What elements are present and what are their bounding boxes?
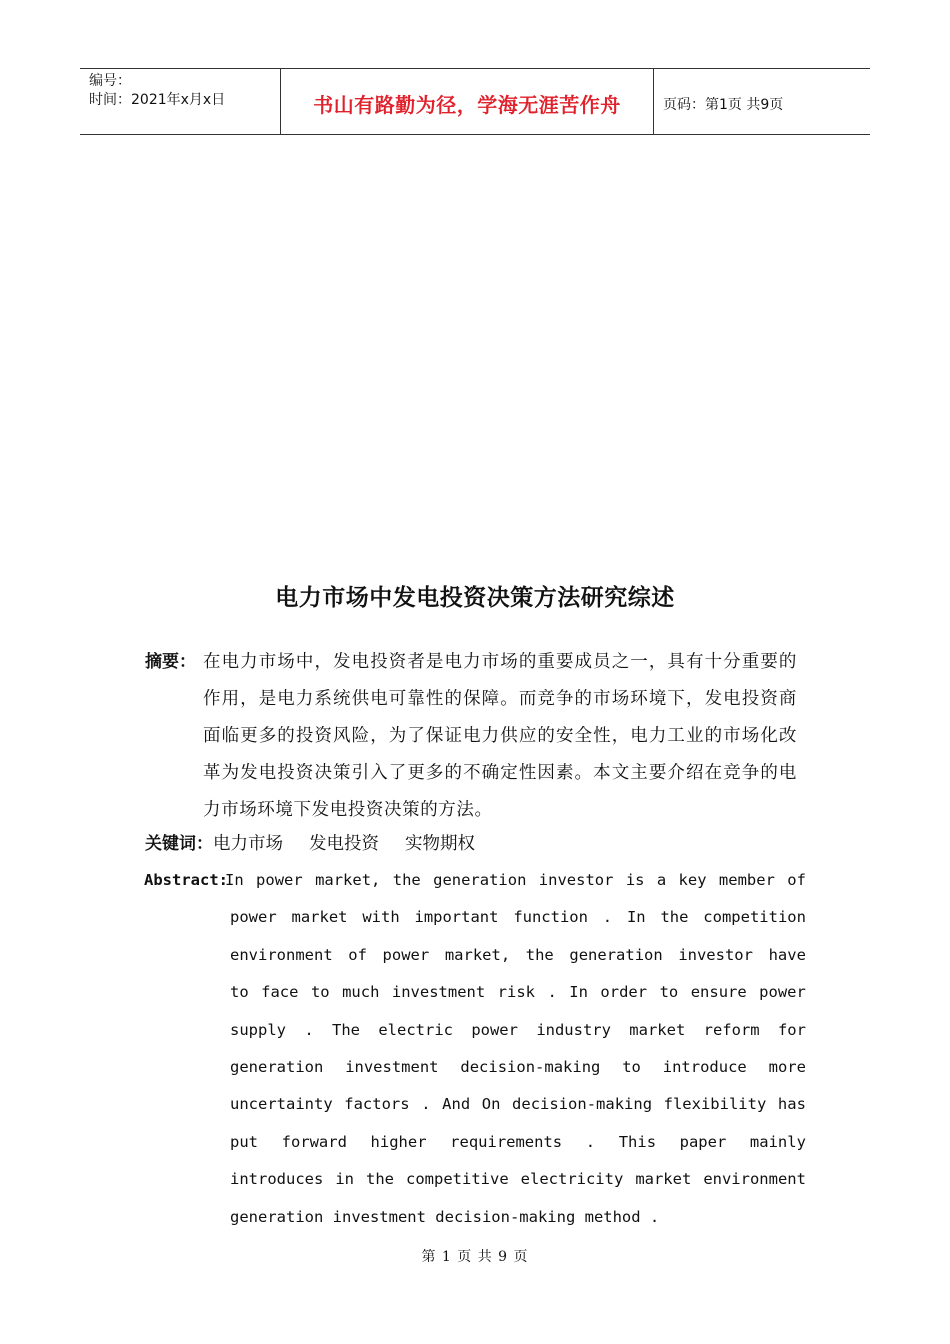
header-motto-cell [281, 69, 654, 134]
keyword-item: 发电投资 [309, 834, 379, 854]
header-page-info: 页码：第1页 共9页 [663, 96, 784, 113]
abstract-cn-label: 摘要： [145, 652, 196, 672]
keyword-item: 电力市场 [213, 834, 283, 854]
abstract-en-text [225, 866, 806, 1240]
document-number-label: 编号： [89, 73, 131, 89]
abstract-en-line: to face to much investment risk . In order to ensure power [230, 983, 806, 1002]
abstract-en-line: generation investment decision-making method . [230, 1207, 660, 1226]
keywords-line [145, 826, 475, 863]
page-footer: 第 1 页 共 9 页 [421, 1249, 529, 1265]
keywords-label: 关键词： [145, 834, 213, 854]
abstract-en-line: power market with important function . In the competition [230, 908, 806, 927]
abstract-en-line: In power market, the generation investor is a key member of [225, 871, 806, 889]
document-header [80, 68, 870, 135]
header-page-cell [654, 69, 870, 134]
header-meta-cell [80, 69, 281, 134]
abstract-en-line: put forward higher requirements . This paper mainly [230, 1132, 806, 1151]
abstract-en-line: uncertainty factors . And On decision-making flexibility has [230, 1095, 806, 1114]
document-title: 电力市场中发电投资决策方法研究综述 [275, 585, 675, 611]
abstract-en-line: supply . The electric power industry market reform for [230, 1020, 806, 1039]
abstract-cn [145, 644, 805, 829]
abstract-cn-text: 在电力市场中，发电投资者是电力市场的重要成员之一，具有十分重要的作用，是电力系统供电可靠性的保障。而竞争的市场环境下，发电投资商面临更多的投资风险，为了保证电力供应的安全性，电力工业的市场化改革为发电投资决策引入了更多的不确定性因素。本文主要介绍在竞争的电力市场环境下发电投资决策的方法。 [203, 652, 797, 820]
abstract-en-line: introduces in the competitive electricity market environment [230, 1170, 806, 1189]
abstract-en-label: Abstract: [144, 871, 228, 889]
header-motto: 书山有路勤为径，学海无涯苦作舟 [313, 93, 621, 117]
abstract-en-line: environment of power market, the generation investor have [230, 945, 806, 964]
abstract-en-line: generation investment decision-making to introduce more [230, 1057, 806, 1076]
document-time-label: 时间：2021年x月x日 [89, 92, 226, 108]
keyword-item: 实物期权 [405, 834, 475, 854]
